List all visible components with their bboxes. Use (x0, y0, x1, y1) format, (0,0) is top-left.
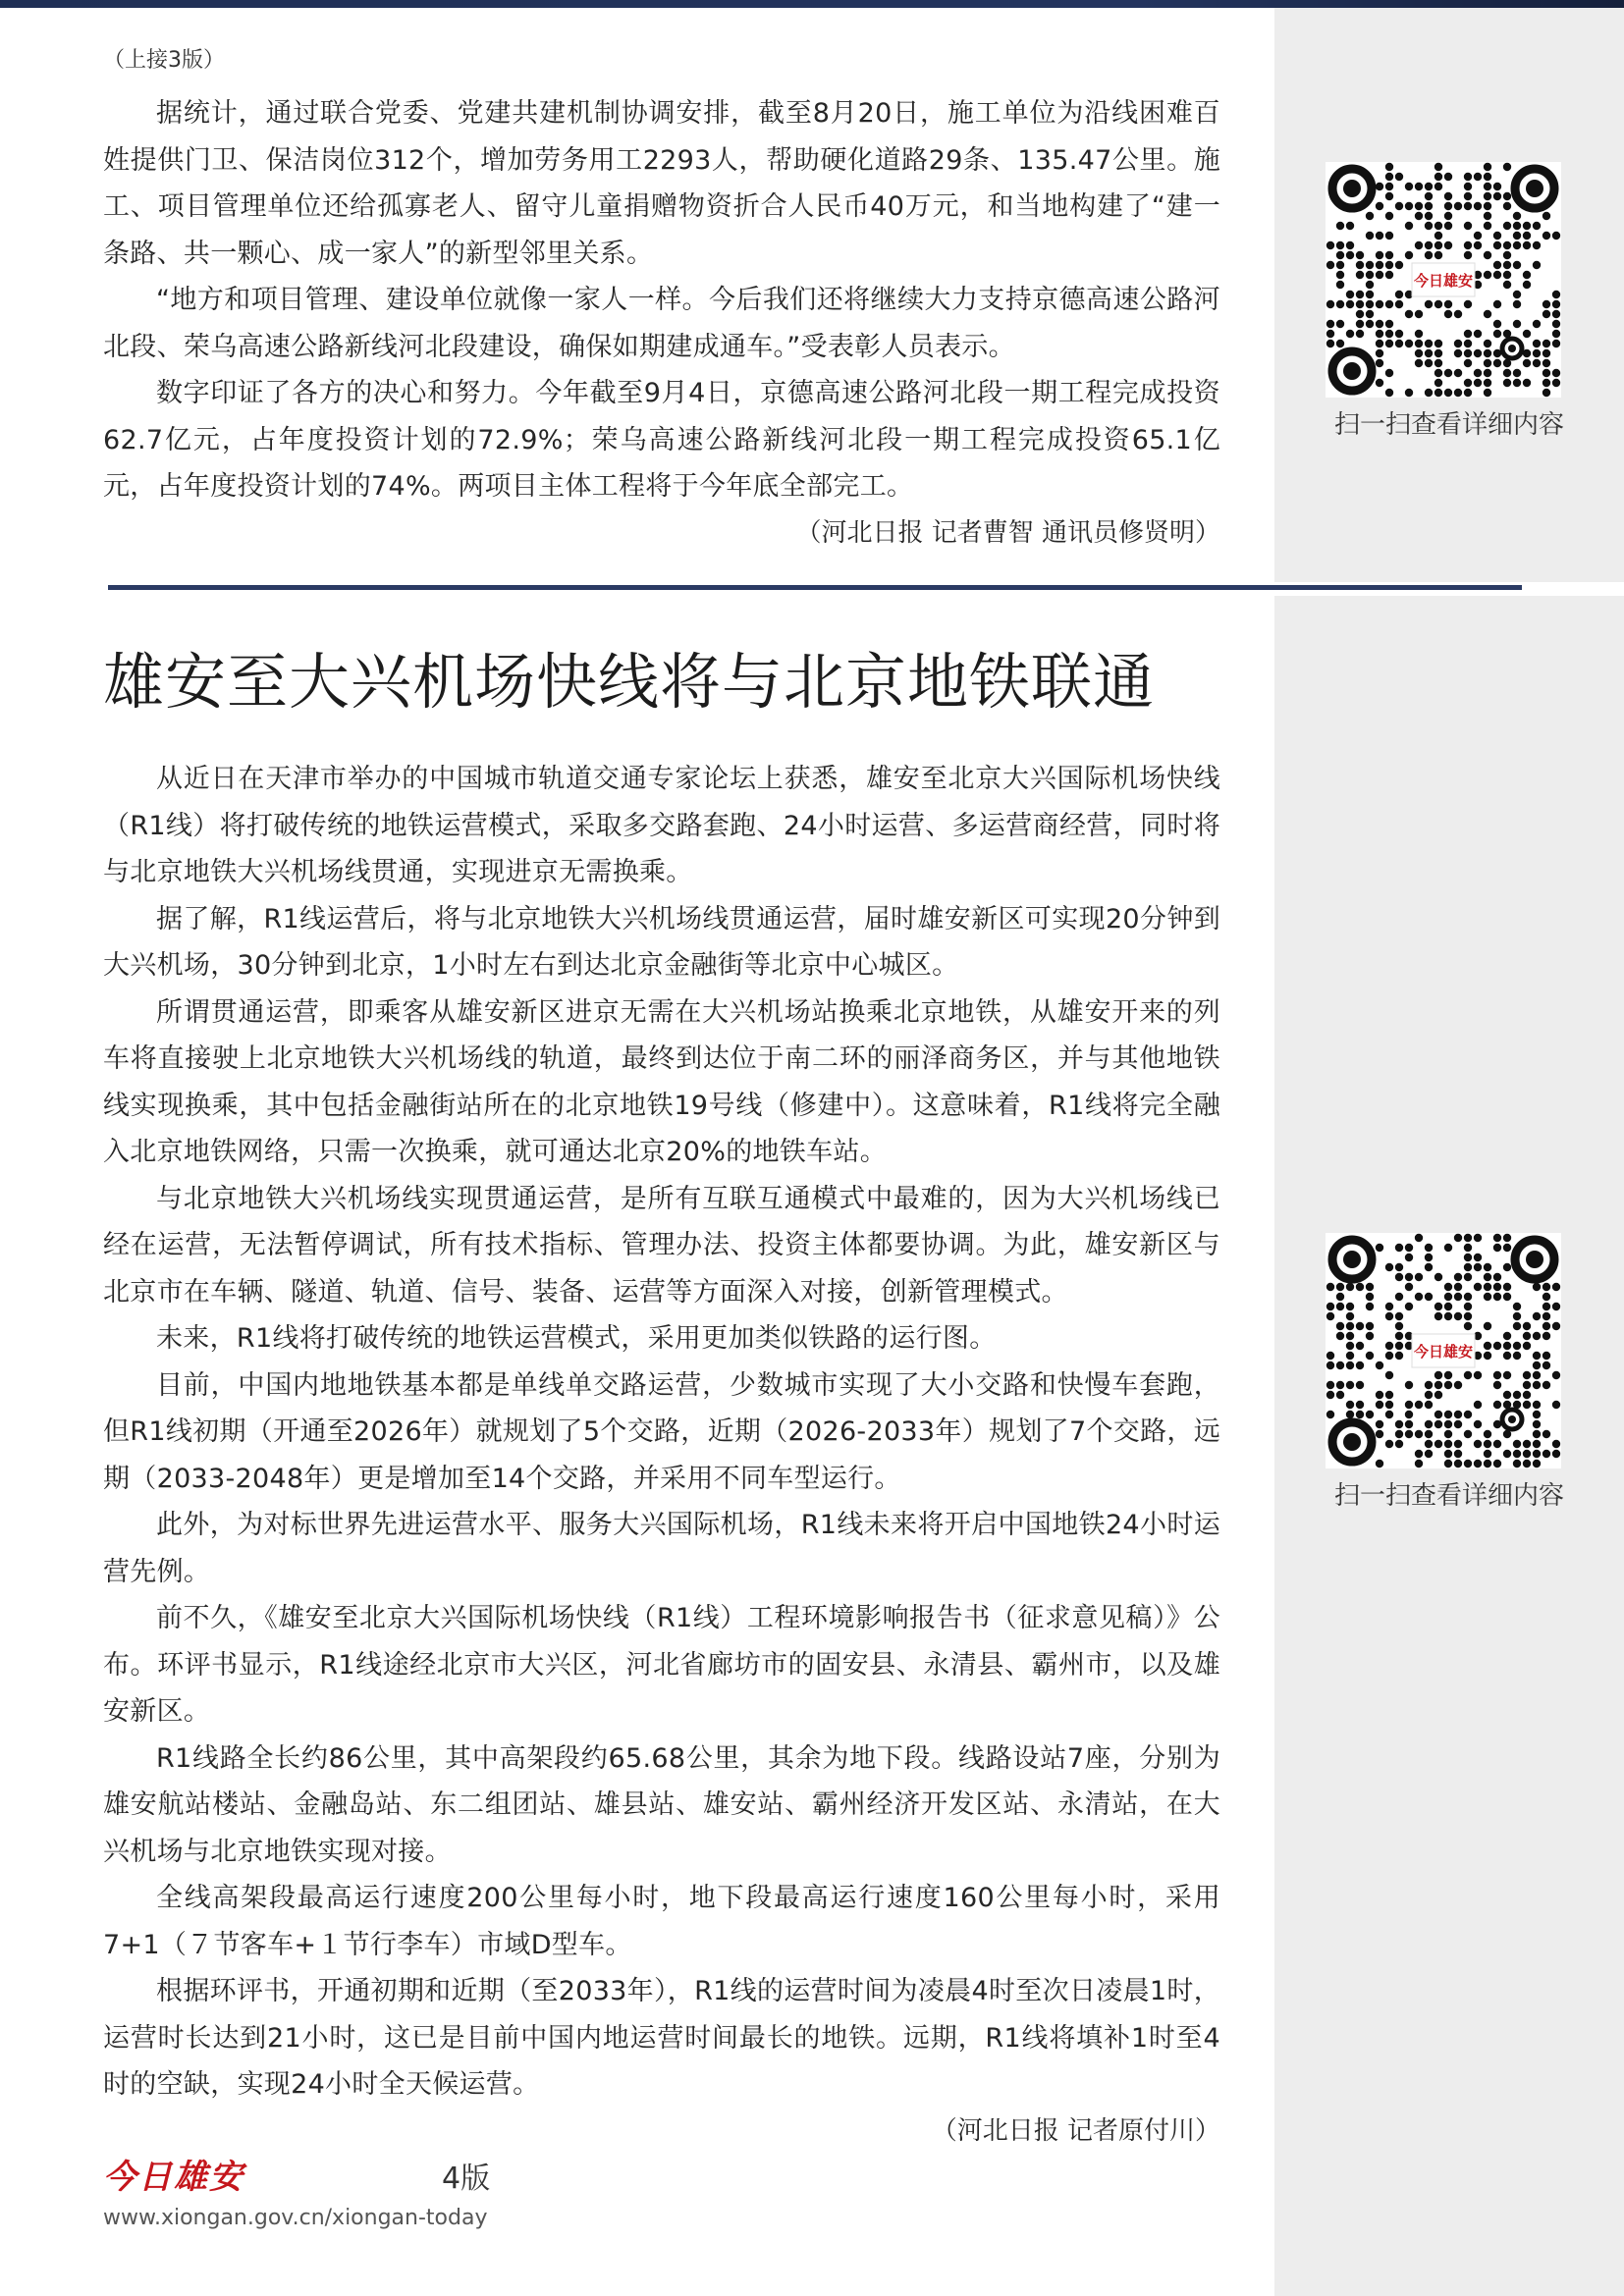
article-continued (103, 43, 1220, 557)
paragraph: 此外，为对标世界先进运营水平、服务大兴国际机场，R1线未来将开启中国地铁24小时运营先例。 (103, 1510, 1220, 1587)
qr-code-graphic (1326, 162, 1561, 398)
brand-logo: 今日雄安 (103, 2158, 244, 2197)
qr-code[interactable] (1326, 1233, 1561, 1468)
continuation-note: （上接3版） (103, 48, 225, 73)
paragraph: R1线路全长约86公里，其中高架段约65.68公里，其余为地下段。线路设站7座，分别为雄安航站楼站、金融岛站、东二组团站、雄县站、雄安站、霸州经济开发区站、永清站，在大兴机场与北京地铁实现对接。 (103, 1742, 1220, 1867)
footer-url[interactable]: www.xiongan.gov.cn/xiongan-today (103, 2206, 488, 2230)
footer (103, 2150, 491, 2230)
paragraph: 根据环评书，开通初期和近期（至2033年），R1线的运营时间为凌晨4时至次日凌晨1时，运营时长达到21小时，这已是目前中国内地运营时间最长的地铁。远期，R1线将填补1时至4时的空缺，实现24小时全天候运营。 (103, 1976, 1220, 2100)
qr-code-graphic (1326, 1233, 1561, 1468)
paragraph: 未来，R1线将打破传统的地铁运营模式，采用更加类似铁路的运行图。 (156, 1323, 997, 1354)
headline: 雄安至大兴机场快线将与北京地铁联通 (103, 646, 1156, 718)
qr-code[interactable] (1326, 162, 1561, 398)
paragraph: 数字印证了各方的决心和努力。今年截至9月4日，京德高速公路河北段一期工程完成投资62.7亿元，占年度投资计划的72.9%；荣乌高速公路新线河北段一期工程完成投资65.1亿元，占年度投资计划的74%。两项目主体工程将于今年底全部完工。 (103, 378, 1220, 502)
byline: （河北日报 记者曹智 通讯员修贤明） (795, 517, 1220, 548)
paragraph: 目前，中国内地地铁基本都是单线单交路运营，少数城市实现了大小交路和快慢车套跑，但R1线初期（开通至2026年）就规划了5个交路，近期（2026-2033年）规划了7个交路，远期（2033-2048年）更是增加至14个交路，并采用不同车型运行。 (103, 1369, 1220, 1494)
qr-caption: 扫一扫查看详细内容 (1333, 410, 1564, 440)
byline: （河北日报 记者原付川） (931, 2115, 1220, 2146)
paragraph: 与北京地铁大兴机场线实现贯通运营，是所有互联互通模式中最难的，因为大兴机场线已经在运营，无法暂停调试，所有技术指标、管理办法、投资主体都要协调。为此，雄安新区与北京市在车辆、隧道、轨道、信号、装备、运营等方面深入对接，创新管理模式。 (103, 1183, 1220, 1308)
article-divider (108, 585, 1522, 590)
qr-block-1 (1324, 162, 1575, 445)
qr-logo-text: 今日雄安 (1413, 1343, 1474, 1361)
paragraph: 所谓贯通运营，即乘客从雄安新区进京无需在大兴机场站换乘北京地铁，从雄安开来的列车将直接驶上北京地铁大兴机场线的轨道，最终到达位于南二环的丽泽商务区，并与其他地铁线实现换乘，其中包括金融街站所在的北京地铁19号线（修建中）。这意味着，R1线将完全融入北京地铁网络，只需一次换乘，就可通达北京20%的地铁车站。 (103, 996, 1220, 1167)
paragraph: 前不久，《雄安至北京大兴国际机场快线（R1线）工程环境影响报告书（征求意见稿）》公布。环评书显示，R1线途经北京市大兴区，河北省廊坊市的固安县、永清县、霸州市，以及雄安新区。 (103, 1603, 1220, 1727)
paragraph: 从近日在天津市举办的中国城市轨道交通专家论坛上获悉，雄安至北京大兴国际机场快线（R1线）将打破传统的地铁运营模式，采取多交路套跑、24小时运营、多运营商经营，同时将与北京地铁大兴机场线贯通，实现进京无需换乘。 (103, 764, 1220, 887)
edition-number: 4版 (442, 2162, 491, 2196)
top-bar (0, 0, 1624, 8)
paragraph: “地方和项目管理、建设单位就像一家人一样。今后我们还将继续大力支持京德高速公路河北段、荣乌高速公路新线河北段建设，确保如期建成通车。”受表彰人员表示。 (103, 285, 1220, 362)
qr-block-2 (1324, 1233, 1575, 1516)
qr-caption: 扫一扫查看详细内容 (1333, 1481, 1564, 1511)
paragraph: 据了解，R1线运营后，将与北京地铁大兴机场线贯通运营，届时雄安新区可实现20分钟到大兴机场，30分钟到北京，1小时左右到达北京金融街等北京中心城区。 (103, 903, 1220, 981)
paragraph: 据统计，通过联合党委、党建共建机制协调安排，截至8月20日，施工单位为沿线困难百姓提供门卫、保洁岗位312个，增加劳务用工2293人，帮助硬化道路29条、135.47公里。施工、项目管理单位还给孤寡老人、留守儿童捐赠物资折合人民币40万元，和当地构建了“建一条路、共一颗心、成一家人”的新型邻里关系。 (103, 98, 1220, 269)
qr-logo-text: 今日雄安 (1413, 272, 1474, 290)
paragraph: 全线高架段最高运行速度200公里每小时，地下段最高运行速度160公里每小时，采用7+1（７节客车+１节行李车）市域D型车。 (103, 1883, 1220, 1960)
article-main (103, 638, 1220, 2155)
